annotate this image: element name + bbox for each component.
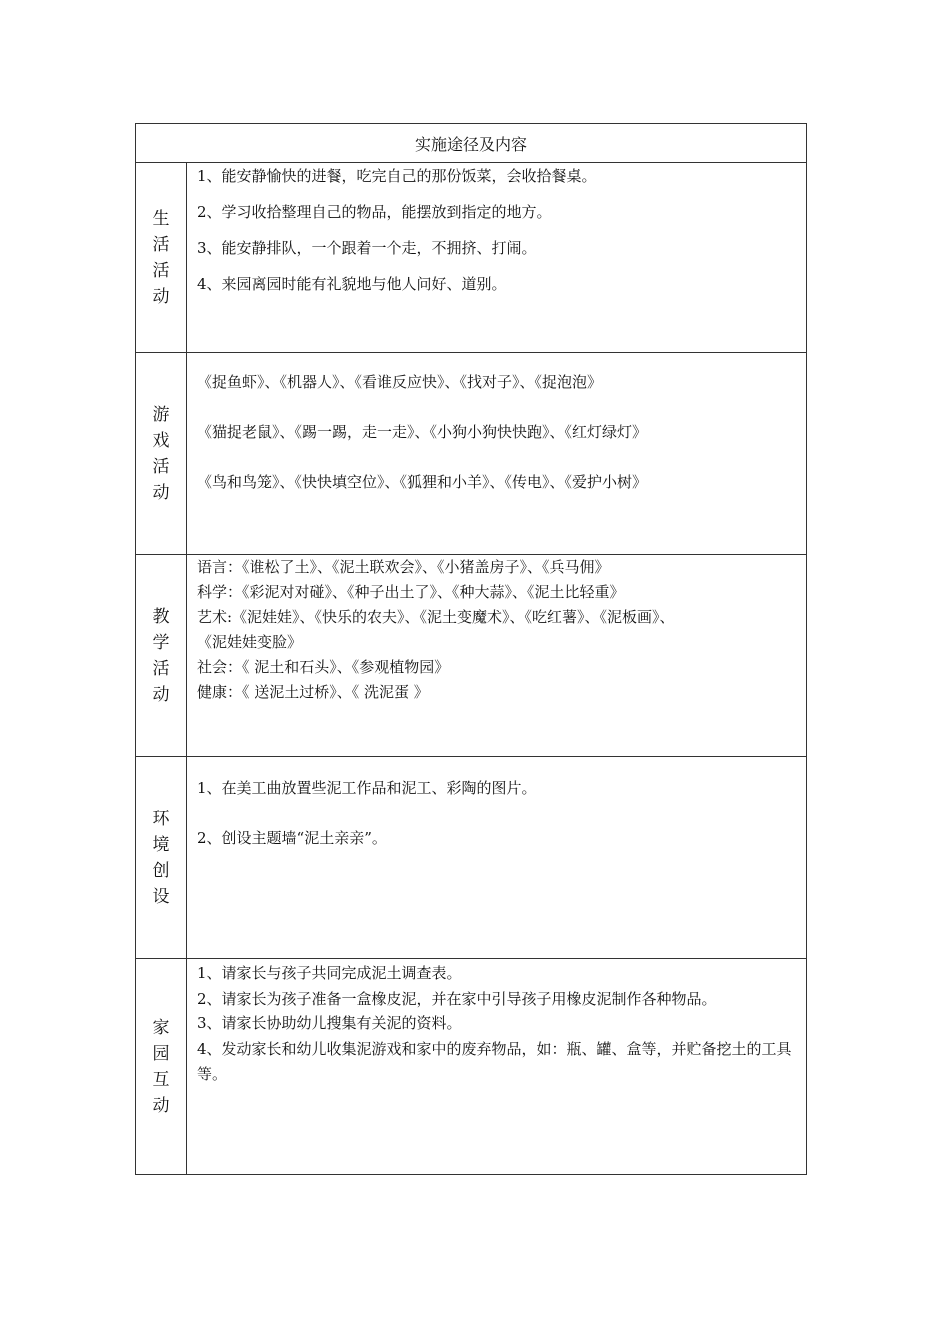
section-content-environment (187, 757, 807, 959)
content-line: 社会：《 泥土和石头》、《参观植物园》 (197, 658, 450, 676)
label-char: 园 (152, 1043, 170, 1064)
content-line: 2、创设主题墙“泥土亲亲”。 (197, 829, 387, 847)
content-line: 4、发动家长和幼儿收集泥游戏和家中的废弃物品，如：瓶、罐、盒等，并贮备挖土的工具等。 (197, 1040, 792, 1083)
content-line: 《猫捉老鼠》、《踢一踢，走一走》、《小狗小狗快快跑》、《红灯绿灯》 (197, 423, 648, 441)
label-char: 教 (152, 606, 170, 627)
table-header-row (136, 124, 807, 163)
content-line: 2、请家长为孩子准备一盒橡皮泥，并在家中引导孩子用橡皮泥制作各种物品。 (197, 990, 717, 1008)
content-line: 4、来园离园时能有礼貌地与他人问好、道别。 (197, 275, 507, 293)
section-row-life (136, 163, 807, 353)
section-row-game (136, 353, 807, 555)
label-char: 戏 (152, 430, 170, 451)
content-line: 3、能安静排队，一个跟着一个走，不拥挤、打闹。 (197, 239, 537, 257)
label-char: 家 (152, 1017, 170, 1038)
section-row-environment (136, 757, 807, 959)
label-char: 动 (152, 286, 170, 307)
section-content-teaching (187, 555, 807, 757)
content-line: 《捉鱼虾》、《机器人》、《看谁反应快》、《找对子》、《捉泡泡》 (197, 373, 603, 391)
label-char: 活 (152, 234, 170, 255)
label-char: 学 (152, 632, 170, 653)
content-line: 1、能安静愉快的进餐，吃完自己的那份饭菜，会收拾餐桌。 (197, 167, 597, 185)
section-content-life (187, 163, 807, 353)
label-char: 动 (152, 1095, 170, 1116)
content-line: 《鸟和鸟笼》、《快快填空位》、《狐狸和小羊》、《传电》、《爱护小树》 (197, 473, 648, 491)
label-char: 环 (152, 808, 170, 829)
section-label-teaching (136, 555, 187, 757)
label-char: 生 (152, 208, 170, 229)
implementation-table (135, 123, 807, 1175)
content-line: 1、在美工曲放置些泥工作品和泥工、彩陶的图片。 (197, 779, 537, 797)
content-line: 健康：《 送泥土过桥》、《 洗泥蛋 》 (197, 683, 429, 701)
section-content-home (187, 959, 807, 1175)
label-char: 动 (152, 684, 170, 705)
label-char: 境 (152, 834, 170, 855)
content-line: 3、请家长协助幼儿搜集有关泥的资料。 (197, 1014, 462, 1032)
label-char: 活 (152, 260, 170, 281)
label-char: 动 (152, 482, 170, 503)
section-row-teaching (136, 555, 807, 757)
label-char: 活 (152, 658, 170, 679)
content-line: 语言：《谁松了土》、《泥土联欢会》、《小猪盖房子》、《兵马佣》 (197, 558, 610, 576)
section-label-life (136, 163, 187, 353)
label-char: 互 (152, 1069, 170, 1090)
section-row-home (136, 959, 807, 1175)
content-line: 2、学习收拾整理自己的物品，能摆放到指定的地方。 (197, 203, 552, 221)
section-label-home (136, 959, 187, 1175)
section-content-game (187, 353, 807, 555)
label-char: 设 (152, 886, 170, 907)
label-char: 创 (152, 860, 170, 881)
label-char: 游 (152, 404, 170, 425)
content-line: 科学：《彩泥对对碰》、《种子出土了》、《种大蒜》、《泥土比轻重》 (197, 583, 625, 601)
section-label-game (136, 353, 187, 555)
label-char: 活 (152, 456, 170, 477)
content-line: 1、请家长与孩子共同完成泥土调查表。 (197, 964, 462, 982)
table-title: 实施途径及内容 (136, 124, 807, 163)
section-label-environment (136, 757, 187, 959)
content-line: 艺术:《泥娃娃》、《快乐的农夫》、《泥土变魔术》、《吃红薯》、《泥板画》、 (197, 608, 675, 626)
content-line: 《泥娃娃变脸》 (197, 633, 303, 651)
